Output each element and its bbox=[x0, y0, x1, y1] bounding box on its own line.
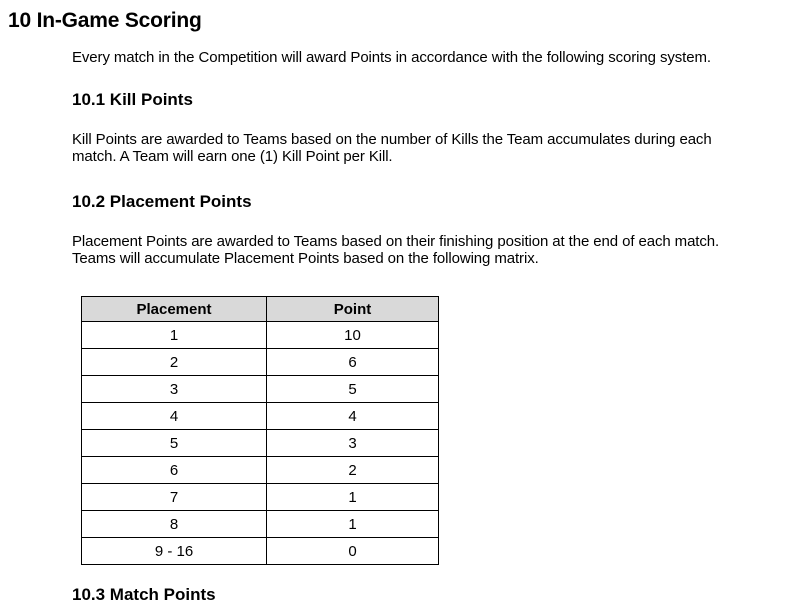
table-cell: 9 - 16 bbox=[82, 538, 267, 565]
table-row bbox=[82, 376, 439, 403]
document-content bbox=[72, 49, 790, 605]
table-header-point: Point bbox=[267, 297, 439, 322]
table-cell: 1 bbox=[267, 511, 439, 538]
kill-points-line: Kill Points are awarded to Teams based on the number of Kills the Team accumulates during each bbox=[72, 131, 712, 148]
table-cell: 7 bbox=[82, 484, 267, 511]
kill-points-paragraph bbox=[72, 131, 790, 165]
table-row bbox=[82, 430, 439, 457]
table-cell: 8 bbox=[82, 511, 267, 538]
kill-points-line: match. A Team will earn one (1) Kill Point per Kill. bbox=[72, 148, 393, 165]
section-heading-placement-points: 10.2 Placement Points bbox=[72, 192, 252, 211]
table-row bbox=[82, 349, 439, 376]
table-cell: 2 bbox=[82, 349, 267, 376]
table-row bbox=[82, 403, 439, 430]
table-row bbox=[82, 511, 439, 538]
section-heading-in-game-scoring: 10 In-Game Scoring bbox=[8, 9, 202, 32]
placement-table-head bbox=[82, 297, 439, 322]
table-cell: 3 bbox=[82, 376, 267, 403]
section-heading-match-points: 10.3 Match Points bbox=[72, 585, 216, 604]
table-row bbox=[82, 457, 439, 484]
table-cell: 3 bbox=[267, 430, 439, 457]
table-cell: 0 bbox=[267, 538, 439, 565]
section-heading-kill-points: 10.1 Kill Points bbox=[72, 90, 193, 109]
placement-points-line: Placement Points are awarded to Teams based on their finishing position at the end of each match. bbox=[72, 233, 720, 250]
table-cell: 5 bbox=[267, 376, 439, 403]
table-cell: 2 bbox=[267, 457, 439, 484]
table-header-placement: Placement bbox=[82, 297, 267, 322]
intro-line: Every match in the Competition will award Points in accordance with the following scoring system. bbox=[72, 49, 711, 66]
placement-points-paragraph bbox=[72, 233, 790, 267]
placement-points-line: Teams will accumulate Placement Points based on the following matrix. bbox=[72, 250, 539, 267]
placement-points-table bbox=[81, 296, 439, 565]
table-cell: 10 bbox=[267, 322, 439, 349]
table-header-row bbox=[82, 297, 439, 322]
table-row bbox=[82, 484, 439, 511]
table-cell: 4 bbox=[82, 403, 267, 430]
document-page bbox=[0, 8, 800, 607]
table-cell: 5 bbox=[82, 430, 267, 457]
table-cell: 1 bbox=[267, 484, 439, 511]
table-cell: 1 bbox=[82, 322, 267, 349]
table-row bbox=[82, 538, 439, 565]
intro-paragraph bbox=[72, 49, 790, 66]
table-cell: 6 bbox=[82, 457, 267, 484]
table-row bbox=[82, 322, 439, 349]
table-cell: 6 bbox=[267, 349, 439, 376]
placement-table-body bbox=[82, 322, 439, 565]
table-cell: 4 bbox=[267, 403, 439, 430]
